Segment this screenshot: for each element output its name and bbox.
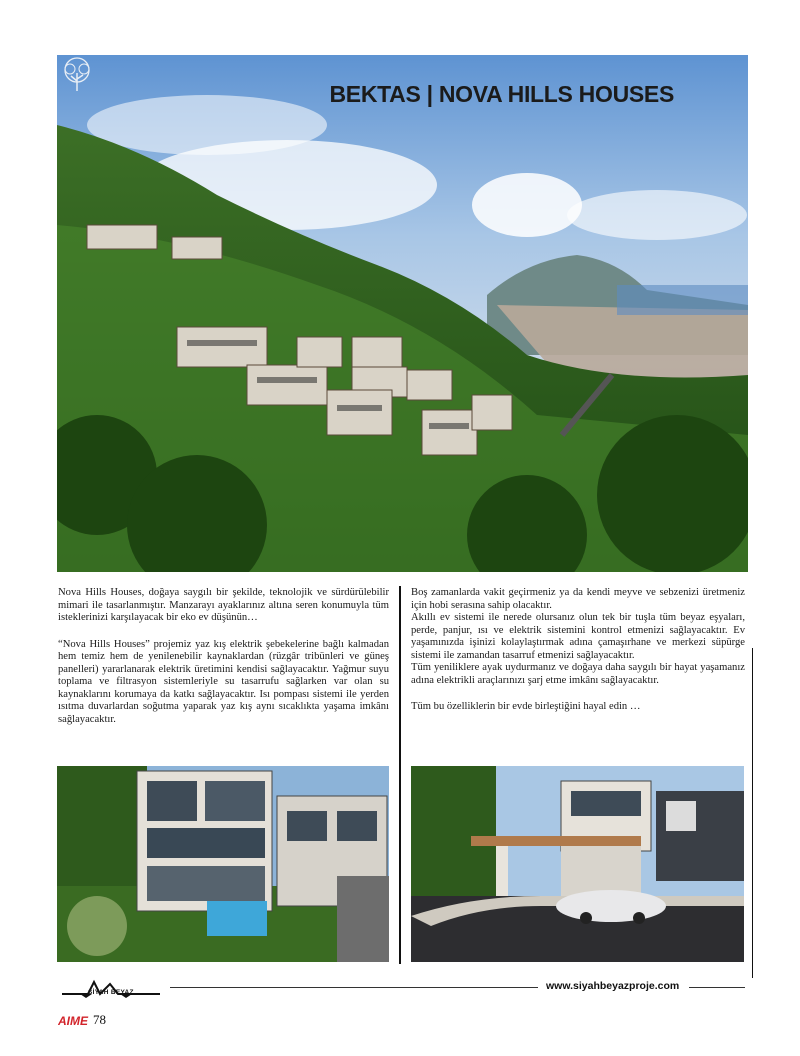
right-margin-line (752, 648, 753, 978)
website-link[interactable]: www.siyahbeyazproje.com (546, 980, 680, 992)
footer-rule-end (689, 987, 745, 988)
left-text-column (58, 587, 389, 726)
footer-rule (170, 987, 538, 988)
paragraph: Tüm yeniliklere ayak uydurmanız ve doğaya daha saygılı bir hayat yaşamanız adına elektrikli araçlarınızı şarj etme imkânı sağlayacaktır. (411, 662, 745, 686)
hillside-render (57, 55, 748, 572)
villa-pool-photo (57, 766, 389, 962)
paragraph: Boş zamanlarda vakit geçirmeniz ya da kendi meyve ve sebzenizi üretmeniz için hobi serasına sahip olacaktır. (411, 587, 745, 611)
svg-text:AIME: AIME (58, 1014, 88, 1028)
column-divider (399, 586, 401, 964)
hero-image (57, 55, 748, 572)
aime-logo (58, 1012, 92, 1028)
paragraph: “Nova Hills Houses” projemiz yaz kış elektrik şebekelerine bağlı kalmadan hem temiz hem de yenilenebilir kaynaklardan (rüzgâr tribünleri ve güneş panelleri) yararlanarak elektrik üretimini kendisi sağlayacaktır. Yağmur suyu toplama ve filtrasyon sistemleriyle su tasarrufu sağlarken var olan su kaynaklarını korumaya da katkı sağlayacaktır. Isı pompası sistemi ile yerden ısıtma duvarlardan soğutma yaparak yaz kış aynı sıcaklıkta yaşama imkânı sağlayacaktır. (58, 638, 389, 725)
page-number: 78 (93, 1012, 106, 1027)
villa-entrance-photo (411, 766, 744, 962)
tree-icon (57, 55, 97, 95)
brand-name: SİYAH BEYAZ (88, 989, 134, 996)
paragraph: Akıllı ev sistemi ile nerede olursanız olun tek bir tuşla tüm beyaz eşyaları, perde, panjur, ısı ve elektrik sistemini kontrol etmenizi sağlayacaktır. Ev yaşamınızda işinizi kolaylaştırmak adına çamaşırhane ve merkezi süpürge sistemi ile zamandan tasarruf etmenizi sağlayacaktır. (411, 612, 745, 661)
article-title: BEKTAS | NOVA HILLS HOUSES (329, 81, 674, 107)
paragraph: Nova Hills Houses, doğaya saygılı bir şekilde, teknolojik ve sürdürülebilir mimari ile tasarlanmıştır. Manzarayı ayaklarınız altına seren konumuyla tüm isteklerinizi karşılayacak bir eko ev düşünün… (58, 587, 389, 623)
right-text-column (411, 587, 745, 714)
paragraph: Tüm bu özelliklerin bir evde birleştiğini hayal edin … (411, 701, 641, 712)
